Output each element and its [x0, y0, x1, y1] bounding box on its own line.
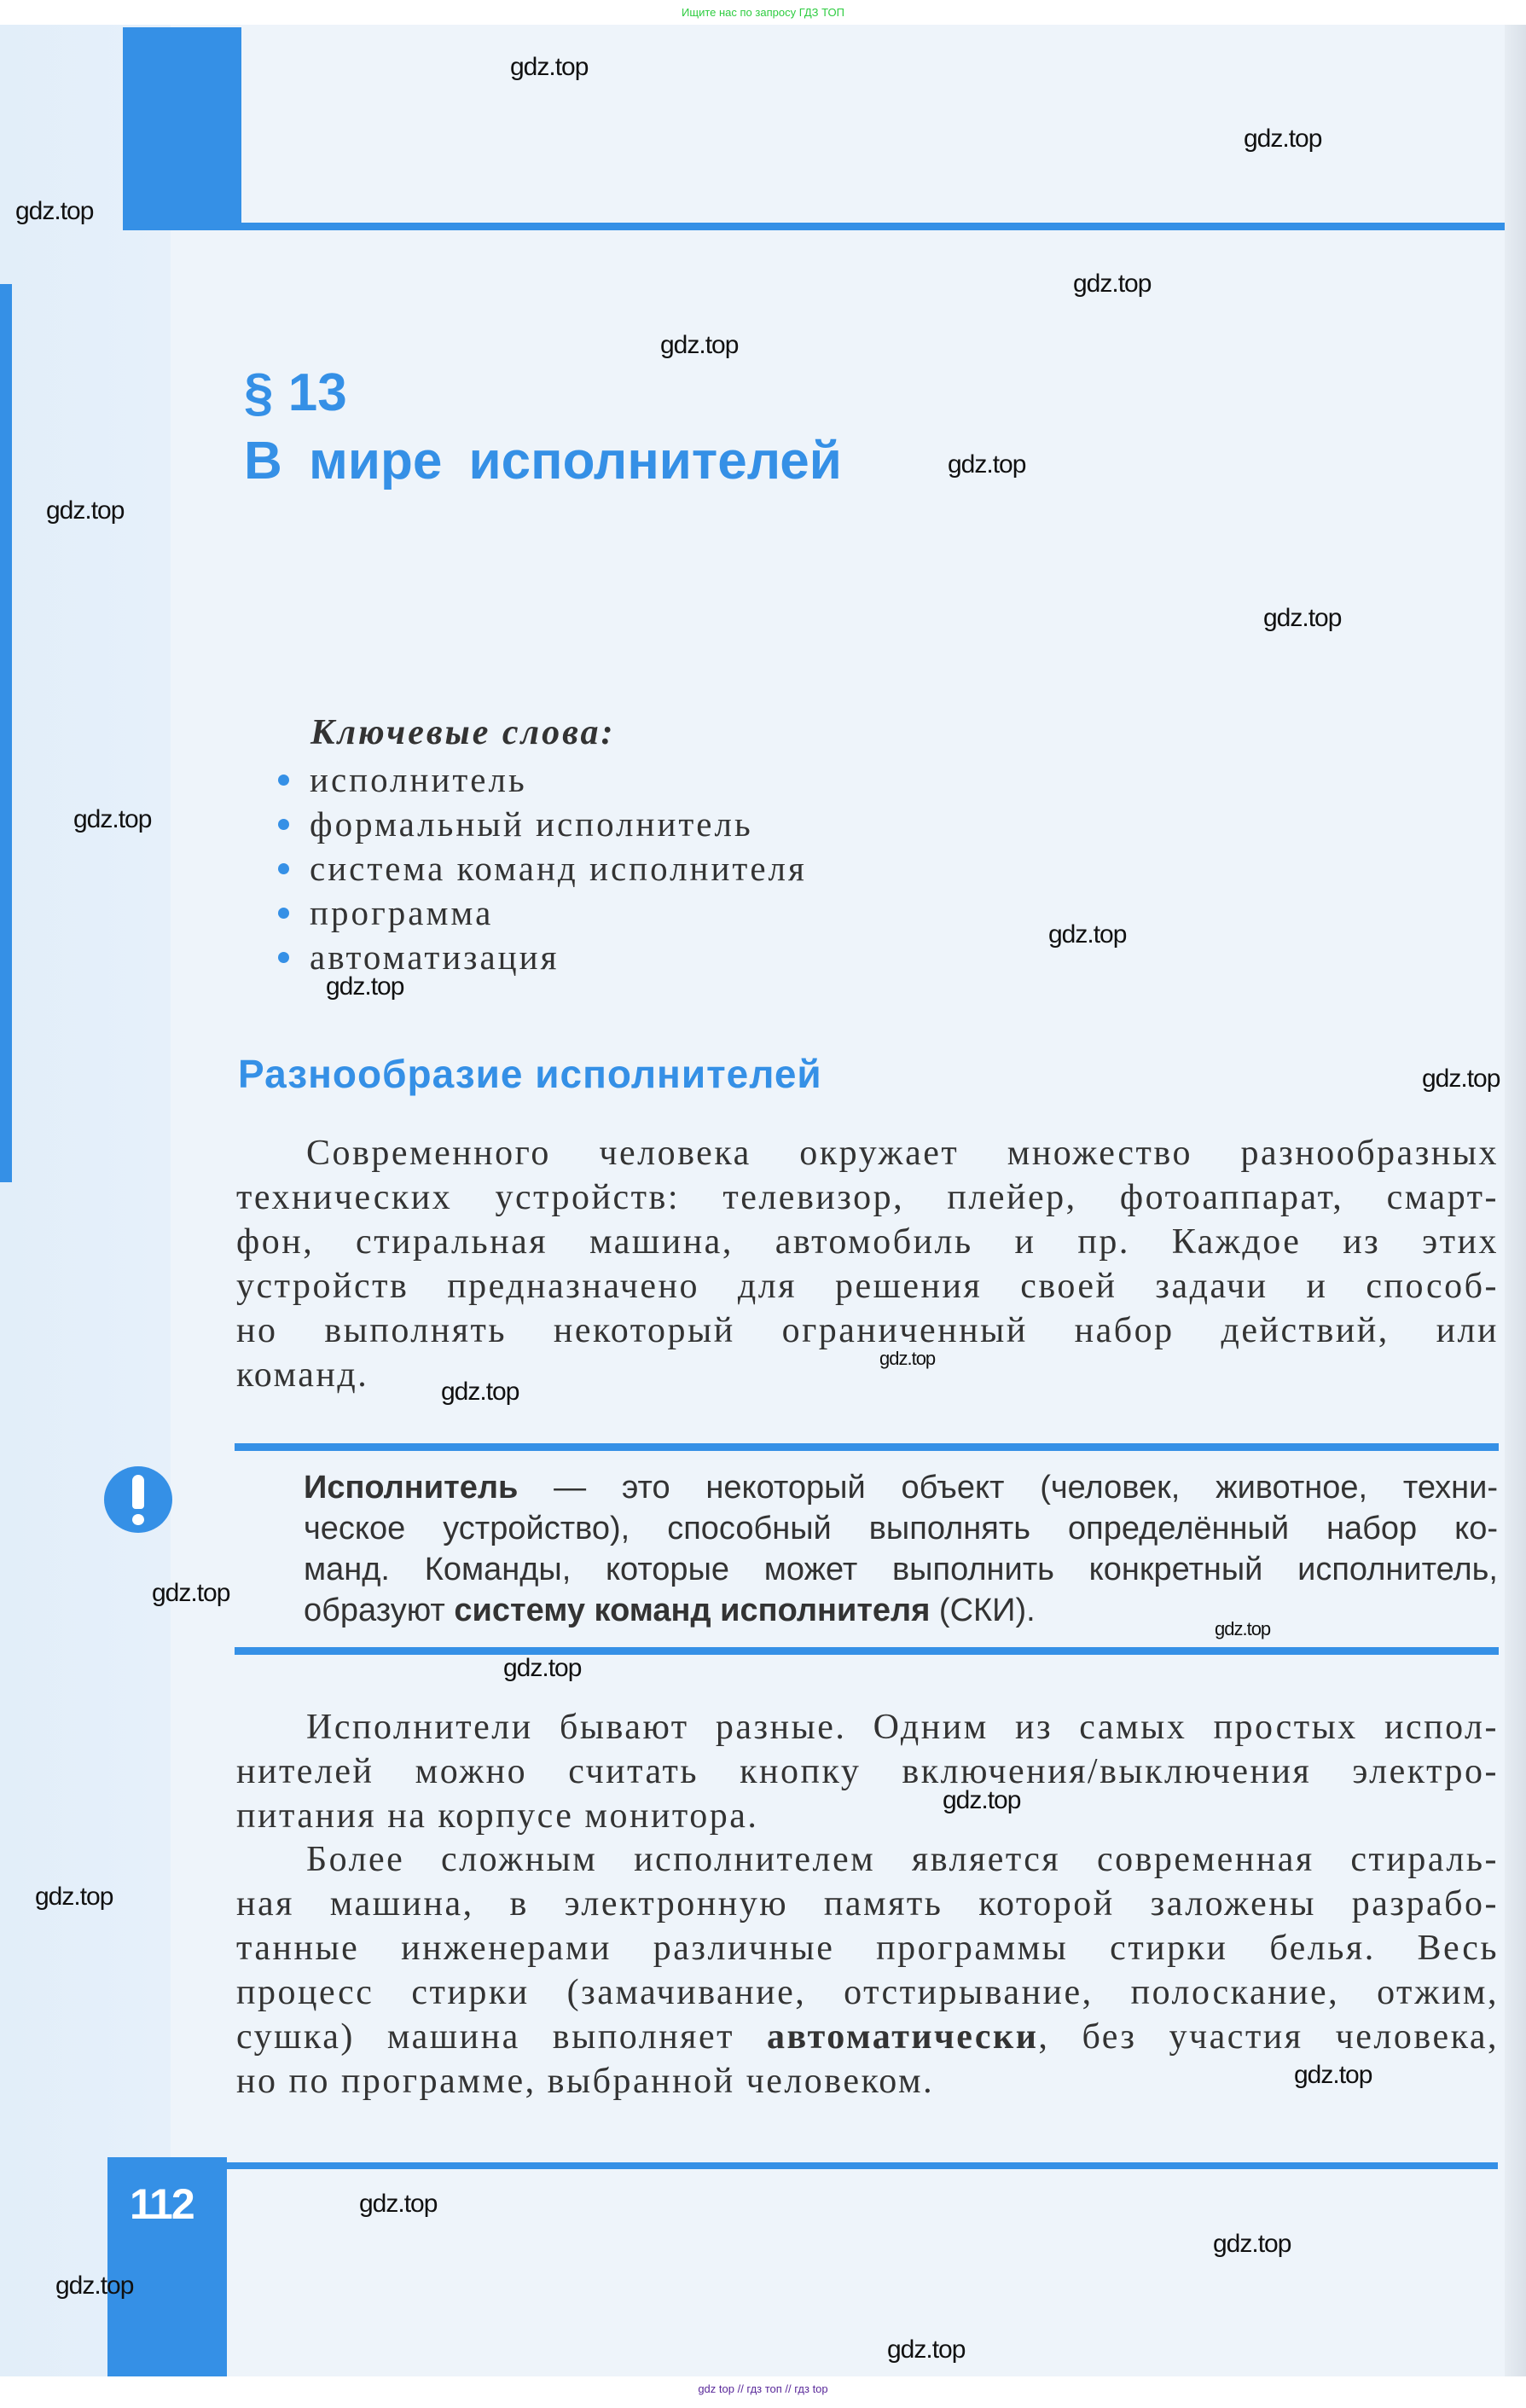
keyword-text: формальный исполнитель	[310, 804, 753, 844]
watermark: gdz.top	[879, 1348, 936, 1369]
text-line	[236, 1131, 1499, 1175]
text-line	[304, 1549, 1498, 1590]
page-edge	[1505, 25, 1526, 2376]
watermark: gdz.top	[510, 53, 589, 81]
text-line	[236, 1308, 1499, 1353]
text-line	[304, 1467, 1498, 1508]
header-rule	[241, 223, 1505, 230]
text-span: ческое устройство), способный выполнять определённый набор ко-	[304, 1511, 1498, 1546]
watermark: gdz.top	[1422, 1065, 1500, 1093]
text-span: но выполнять некоторый ограниченный набор действий, или	[236, 1311, 1499, 1350]
bullet-icon	[278, 775, 289, 786]
text-line	[304, 1590, 1498, 1631]
paragraph-2	[236, 1705, 1499, 1838]
watermark: gdz.top	[441, 1378, 519, 1406]
watermark: gdz.top	[15, 197, 94, 225]
bullet-icon	[278, 863, 289, 874]
watermark: gdz.top	[152, 1579, 230, 1607]
text-span: — это некоторый объект (человек, животное, техни-	[518, 1470, 1498, 1506]
text-span: Более сложным исполнителем является современная стираль-	[306, 1840, 1499, 1879]
keyword-text: система команд исполнителя	[310, 849, 807, 888]
subheading: Разнообразие исполнителей	[238, 1052, 822, 1096]
keywords-label: Ключевые слова:	[310, 713, 616, 752]
keyword-item	[278, 846, 807, 891]
watermark: gdz.top	[1213, 2230, 1291, 2258]
definition-top-rule	[235, 1443, 1499, 1451]
text-span: сушка) машина выполняет	[236, 2017, 768, 2057]
bullet-icon	[278, 819, 289, 830]
page-number: 112	[130, 2180, 194, 2228]
keyword-text: автоматизация	[310, 937, 560, 977]
watermark: gdz.top	[503, 1654, 582, 1682]
text-line	[236, 1794, 1499, 1838]
text-line	[236, 1749, 1499, 1794]
text-line	[236, 2015, 1499, 2059]
watermark: gdz.top	[35, 1883, 113, 1911]
watermark: gdz.top	[1244, 125, 1322, 153]
watermark: gdz.top	[55, 2272, 134, 2300]
watermark: gdz.top	[1073, 270, 1152, 298]
footer-rule	[227, 2162, 1498, 2169]
page-title: В мире исполнителей	[244, 432, 842, 490]
paragraph-1	[236, 1131, 1499, 1397]
text-line	[236, 1175, 1499, 1220]
text-span: питания на корпусе монитора.	[236, 1796, 759, 1836]
text-line	[236, 1926, 1499, 1970]
text-span: устройств предназначено для решения своей задачи и способ-	[236, 1267, 1499, 1306]
bold-term: автоматически	[767, 2017, 1039, 2057]
definition-box	[304, 1467, 1498, 1631]
text-line	[236, 1837, 1499, 1882]
text-span: манд. Команды, которые может выполнить конкретный исполнитель,	[304, 1552, 1498, 1587]
text-span: , без участия человека,	[1038, 2017, 1500, 2057]
watermark: gdz.top	[660, 331, 739, 359]
keyword-item	[278, 757, 807, 802]
keyword-item	[278, 891, 807, 935]
text-line	[236, 1705, 1499, 1749]
bold-term: Исполнитель	[304, 1470, 519, 1506]
text-span: Современного человека окружает множество разнообразных	[306, 1134, 1499, 1173]
watermark: gdz.top	[943, 1786, 1021, 1814]
text-span: (СКИ).	[930, 1593, 1036, 1628]
page-margin	[0, 25, 171, 2376]
text-span: процесс стирки (замачивание, отстирывание, полоскание, отжим,	[236, 1973, 1499, 2012]
bold-term: систему команд исполнителя	[454, 1593, 931, 1628]
watermark: gdz.top	[948, 450, 1026, 479]
keywords-list	[278, 757, 807, 979]
watermark: gdz.top	[46, 496, 125, 525]
watermark: gdz.top	[1263, 604, 1342, 632]
text-span: технических устройств: телевизор, плейер, фотоаппарат, смарт-	[236, 1178, 1499, 1217]
text-span: танные инженерами различные программы стирки белья. Весь	[236, 1929, 1499, 1968]
keyword-item	[278, 802, 807, 846]
text-line	[236, 1220, 1499, 1264]
text-span: Исполнители бывают разные. Одним из самых простых испол-	[306, 1708, 1499, 1747]
watermark: gdz.top	[887, 2335, 966, 2364]
text-span: фон, стиральная машина, автомобиль и пр. Каждое из этих	[236, 1222, 1499, 1262]
bullet-icon	[278, 952, 289, 963]
text-span: команд.	[236, 1355, 369, 1395]
keyword-text: исполнитель	[310, 760, 527, 799]
header-block	[123, 27, 241, 230]
watermark: gdz.top	[1215, 1618, 1271, 1639]
text-line	[236, 1353, 1499, 1397]
watermark: gdz.top	[359, 2190, 438, 2218]
bottom-banner: gdz top // гдз топ // гдз top	[0, 2376, 1526, 2408]
exclamation-icon	[104, 1466, 172, 1533]
text-span: образуют	[304, 1593, 455, 1628]
definition-bottom-rule	[235, 1647, 1499, 1655]
section-number: § 13	[244, 363, 347, 422]
top-banner: Ищите нас по запросу ГДЗ ТОП	[0, 0, 1526, 25]
text-line	[236, 1264, 1499, 1308]
watermark: gdz.top	[1294, 2061, 1372, 2089]
text-line	[236, 1970, 1499, 2015]
text-line	[304, 1508, 1498, 1549]
text-span: но по программе, выбранной человеком.	[236, 2062, 935, 2101]
watermark: gdz.top	[1048, 920, 1127, 949]
text-line	[236, 1882, 1499, 1926]
watermark: gdz.top	[73, 805, 152, 833]
text-span: ная машина, в электронную память которой заложены разрабо-	[236, 1884, 1499, 1923]
watermark: gdz.top	[326, 972, 404, 1001]
keyword-text: программа	[310, 893, 494, 932]
chapter-marker-strip	[0, 284, 12, 1182]
bullet-icon	[278, 908, 289, 919]
text-span: нителей можно считать кнопку включения/выключения электро-	[236, 1752, 1499, 1791]
